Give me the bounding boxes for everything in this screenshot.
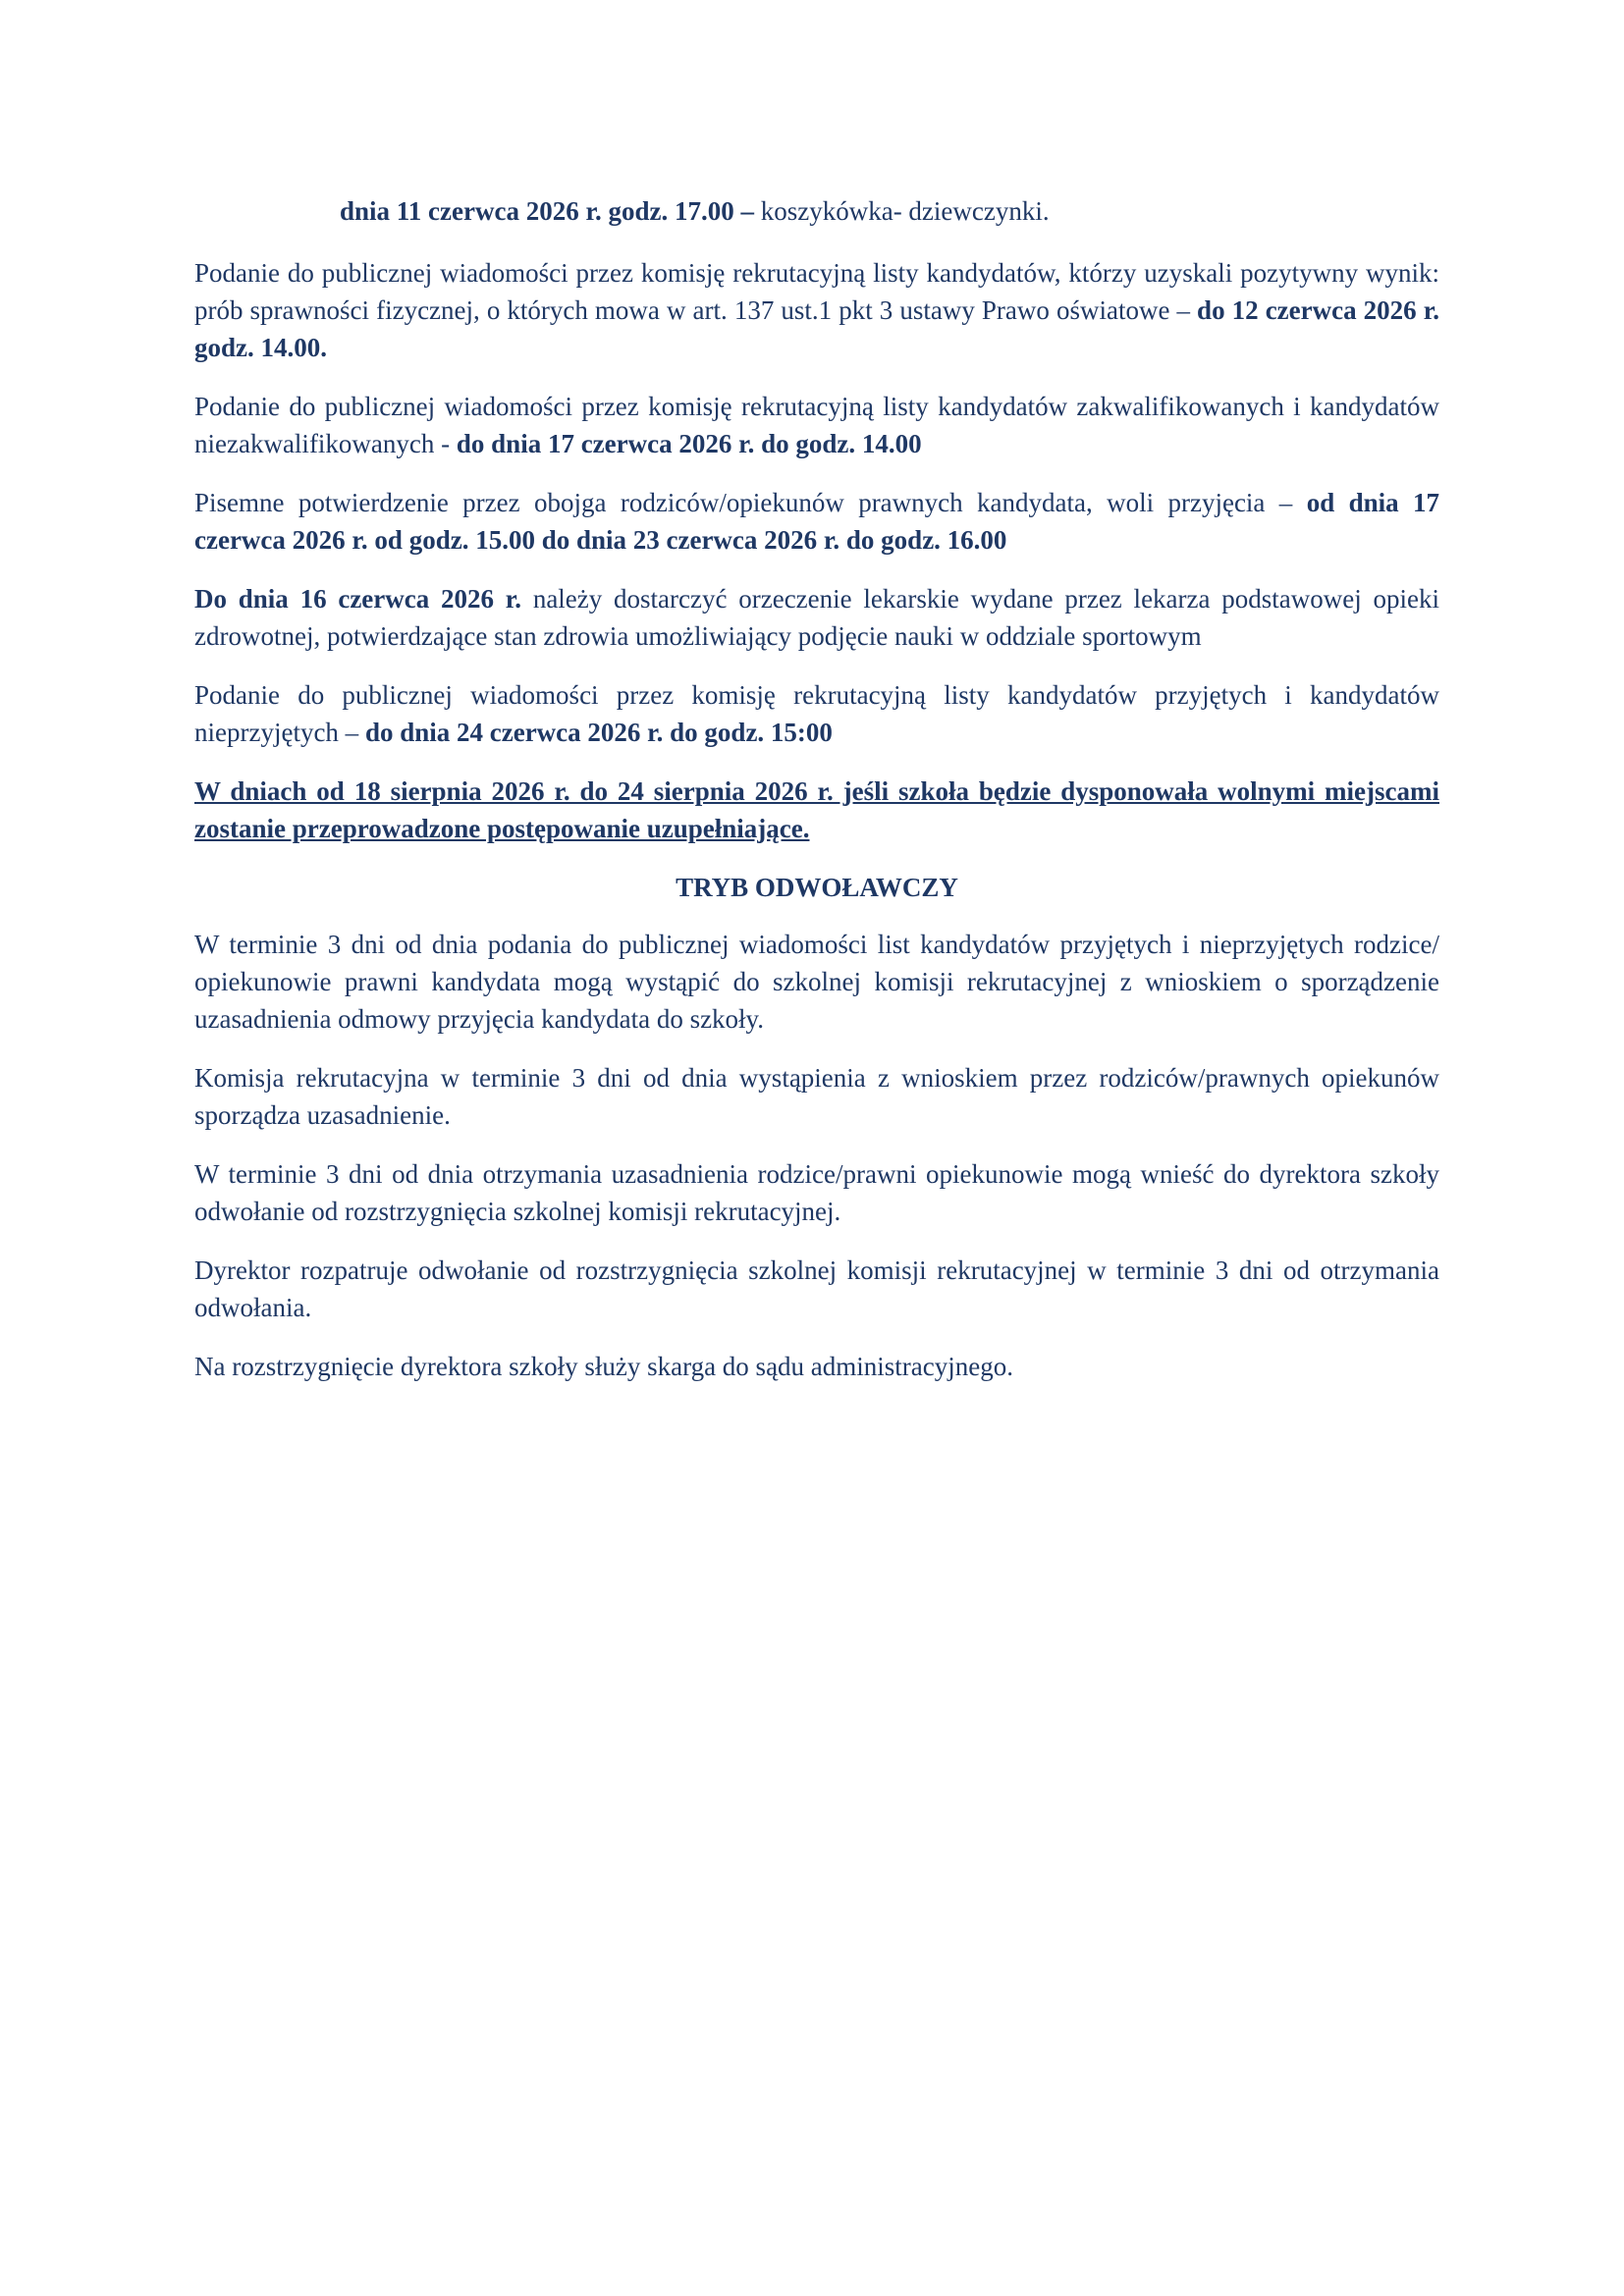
paragraph-qualified-list <box>194 388 1439 462</box>
date-highlight: Do dnia 16 czerwca 2026 r. <box>194 584 522 614</box>
paragraph-text: Podanie do publicznej wiadomości przez komisję rekrutacyjną listy kandydatów zakwalifikowanych i kandydatów niezakwalifikowanych - <box>194 392 1439 458</box>
paragraph-text: Podanie do publicznej wiadomości przez komisję rekrutacyjną listy kandydatów, którzy uzyskali pozytywny wynik: prób sprawności fizycznej, o których mowa w art. 137 ust.1 pkt 3 ustawy Prawo oświatowe – <box>194 258 1439 325</box>
paragraph-text: koszykówka- dziewczynki. <box>753 196 1050 226</box>
paragraph-basketball-girls <box>194 192 1439 230</box>
paragraph-text: Pisemne potwierdzenie przez obojga rodziców/opiekunów prawnych kandydata, woli przyjęcia – <box>194 488 1307 517</box>
paragraph-appeal-5: Na rozstrzygnięcie dyrektora szkoły służy skarga do sądu administracyjnego. <box>194 1352 1013 1381</box>
paragraph-appeal-3: W terminie 3 dni od dnia otrzymania uzasadnienia rodzice/prawni opiekunowie mogą wnieść do dyrektora szkoły odwołanie od rozstrzygnięcia szkolnej komisji rekrutacyjnej. <box>194 1159 1439 1226</box>
paragraph-appeal-2: Komisja rekrutacyjna w terminie 3 dni od dnia wystąpienia z wnioskiem przez rodziców/prawnych opiekunów sporządza uzasadnienie. <box>194 1063 1439 1130</box>
paragraph-admitted-list <box>194 676 1439 751</box>
paragraph-appeal-1: W terminie 3 dni od dnia podania do publicznej wiadomości list kandydatów przyjętych i nieprzyjętych rodzice/ opiekunowie prawni kandydata mogą wystąpić do szkolnej komisji rekrutacyjnej z wnioskiem o sporządzenie uzasadnienia odmowy przyjęcia kandydata do szkoły. <box>194 930 1439 1034</box>
date-highlight: do dnia 17 czerwca 2026 r. do godz. 14.00 <box>456 429 922 458</box>
paragraph-text: należy dostarczyć orzeczenie lekarskie wydane przez lekarza podstawowej opieki zdrowotnej, potwierdzające stan zdrowia umożliwiający podjęcie nauki w oddziale sportowym <box>194 584 1439 651</box>
paragraph-confirmation <box>194 484 1439 559</box>
date-highlight: dnia 11 czerwca 2026 r. godz. 17.00 – <box>340 196 754 226</box>
document-body <box>194 192 1439 1407</box>
underlined-notice: W dniach od 18 sierpnia 2026 r. do 24 sierpnia 2026 r. jeśli szkoła będzie dysponowała wolnymi miejscami zostanie przeprowadzone postępowanie uzupełniające. <box>194 776 1439 843</box>
date-highlight: do dnia 24 czerwca 2026 r. do godz. 15:00 <box>364 718 833 747</box>
section-heading: TRYB ODWOŁAWCZY <box>676 873 958 902</box>
paragraph-appeal-4: Dyrektor rozpatruje odwołanie od rozstrzygnięcia szkolnej komisji rekrutacyjnej w terminie 3 dni od otrzymania odwołania. <box>194 1255 1439 1322</box>
paragraph-medical-certificate <box>194 580 1439 655</box>
paragraph-fitness-results <box>194 254 1439 366</box>
date-highlight: od dnia 17 czerwca 2026 r. od godz. 15.00 do dnia 23 czerwca 2026 r. do godz. 16.00 <box>194 488 1439 555</box>
paragraph-supplementary <box>194 773 1439 847</box>
paragraph-text: Podanie do publicznej wiadomości przez komisję rekrutacyjną listy kandydatów przyjętych i kandydatów nieprzyjętych – <box>194 680 1439 747</box>
date-highlight: do 12 czerwca 2026 r. godz. 14.00. <box>194 295 1439 362</box>
